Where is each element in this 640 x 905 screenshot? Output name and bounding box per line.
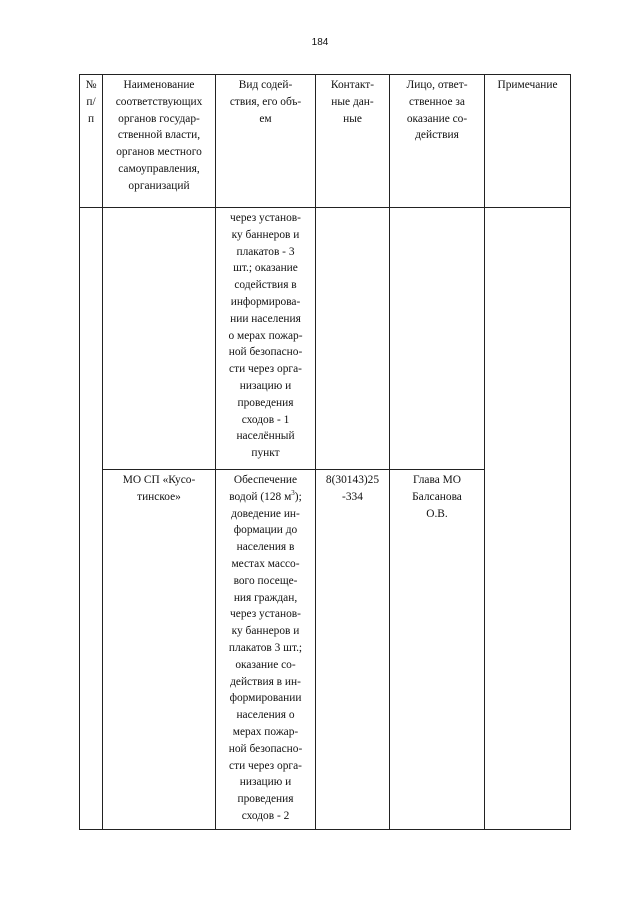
- text-line: Контакт-: [330, 79, 375, 91]
- text-line: -334: [342, 490, 363, 503]
- row2-kind-volume-suffix: );: [294, 490, 302, 503]
- text-line: п: [87, 112, 95, 125]
- row2-kind-first: Обеспечение: [233, 474, 298, 486]
- text-line: Глава МО: [413, 474, 461, 486]
- table-header-row: [80, 75, 571, 208]
- text-line: ственной власти,: [117, 129, 201, 142]
- text-line: ствия, его объ-: [229, 95, 302, 108]
- text-line: через установ-: [230, 608, 301, 621]
- text-line: информирова-: [230, 295, 301, 308]
- table-row: [80, 208, 571, 470]
- org-cell: [103, 470, 216, 830]
- text-line: нии населения: [230, 312, 301, 325]
- text-line: о мерах пожар-: [228, 329, 303, 342]
- header-org-lines: [106, 77, 212, 195]
- row2-kind-rest-lines: [219, 506, 312, 825]
- text-line: п/: [86, 95, 96, 108]
- text-line: ем: [259, 112, 272, 125]
- text-line: плакатов 3 шт.;: [228, 641, 303, 654]
- text-line: доведение ин-: [231, 507, 300, 520]
- text-line: Балсанова: [412, 490, 462, 503]
- text-line: Примечание: [497, 79, 558, 91]
- header-person-lines: [393, 77, 481, 144]
- text-line: низацию и: [239, 379, 292, 392]
- org-cell: [103, 208, 216, 470]
- text-line: самоуправления,: [118, 162, 200, 175]
- text-line: тинское»: [137, 490, 181, 503]
- text-line: через установ-: [230, 212, 301, 224]
- text-line: вого посеще-: [233, 574, 298, 587]
- text-line: действия в ин-: [230, 675, 301, 688]
- row2-contact-lines: [319, 472, 386, 506]
- text-line: сходов - 1: [241, 413, 290, 426]
- text-line: органов государ-: [118, 112, 200, 125]
- text-line: №: [85, 79, 97, 91]
- text-line: органов местного: [116, 146, 202, 159]
- text-line: содействия в: [234, 279, 297, 292]
- text-line: плакатов - 3: [236, 245, 295, 258]
- text-line: ственное за: [409, 95, 465, 108]
- text-line: Вид содей-: [238, 79, 293, 91]
- text-line: сти через орга-: [229, 759, 302, 772]
- person-cell: [390, 208, 485, 470]
- header-num-lines: [83, 77, 99, 127]
- row2-person-lines: [393, 472, 481, 522]
- text-line: населения в: [236, 541, 295, 554]
- row2-kind-volume-prefix: водой (128 м: [229, 490, 292, 503]
- text-line: оказание со-: [235, 658, 296, 671]
- contact-cell: [316, 208, 390, 470]
- row2-kind-volume-sup: 3: [291, 489, 295, 497]
- text-line: пункт: [251, 447, 280, 460]
- text-line: 8(30143)25: [325, 474, 380, 486]
- text-line: оказание со-: [406, 112, 468, 125]
- text-line: шт.; оказание: [233, 262, 298, 275]
- row1-kind-lines: [219, 210, 312, 462]
- text-line: проведения: [237, 396, 294, 409]
- row2-kind-volume: [219, 489, 312, 506]
- row2-kind: [219, 472, 312, 825]
- header-org: [103, 75, 216, 208]
- text-line: мерах пожар-: [232, 725, 299, 738]
- assistance-table: [79, 74, 571, 830]
- text-line: формации до: [233, 524, 298, 537]
- kind-cell: [216, 470, 316, 830]
- note-cell: [485, 208, 571, 830]
- header-note-lines: [488, 77, 567, 94]
- header-num: [80, 75, 103, 208]
- text-line: местах массо-: [231, 557, 300, 570]
- header-kind: [216, 75, 316, 208]
- text-line: МО СП «Кусо-: [122, 474, 196, 486]
- text-line: действия: [415, 129, 459, 142]
- text-line: ния граждан,: [233, 591, 298, 604]
- header-person: [390, 75, 485, 208]
- text-line: Лицо, ответ-: [406, 79, 468, 91]
- header-kind-lines: [219, 77, 312, 127]
- contact-cell: [316, 470, 390, 830]
- text-line: населённый: [236, 430, 295, 443]
- text-line: ной безопасно-: [228, 742, 303, 755]
- text-line: О.В.: [426, 507, 448, 520]
- text-line: сти через орга-: [229, 363, 302, 376]
- person-cell: [390, 470, 485, 830]
- header-contact-lines: [319, 77, 386, 127]
- row2-org-lines: [106, 472, 212, 506]
- header-contact: [316, 75, 390, 208]
- header-note: [485, 75, 571, 208]
- text-line: населения о: [236, 709, 295, 722]
- text-line: Наименование: [123, 79, 195, 91]
- page-number: 184: [311, 37, 329, 48]
- text-line: проведения: [237, 793, 294, 806]
- text-line: ной безопасно-: [228, 346, 303, 359]
- text-line: ку баннеров и: [231, 228, 300, 241]
- text-line: ку баннеров и: [231, 625, 300, 638]
- num-cell: [80, 208, 103, 830]
- text-line: ные: [343, 112, 362, 125]
- text-line: ные дан-: [331, 95, 374, 108]
- kind-cell: [216, 208, 316, 470]
- text-line: формировании: [229, 692, 302, 705]
- text-line: низацию и: [239, 776, 292, 789]
- text-line: сходов - 2: [241, 809, 290, 822]
- text-line: организаций: [128, 179, 190, 192]
- text-line: соответствующих: [115, 95, 203, 108]
